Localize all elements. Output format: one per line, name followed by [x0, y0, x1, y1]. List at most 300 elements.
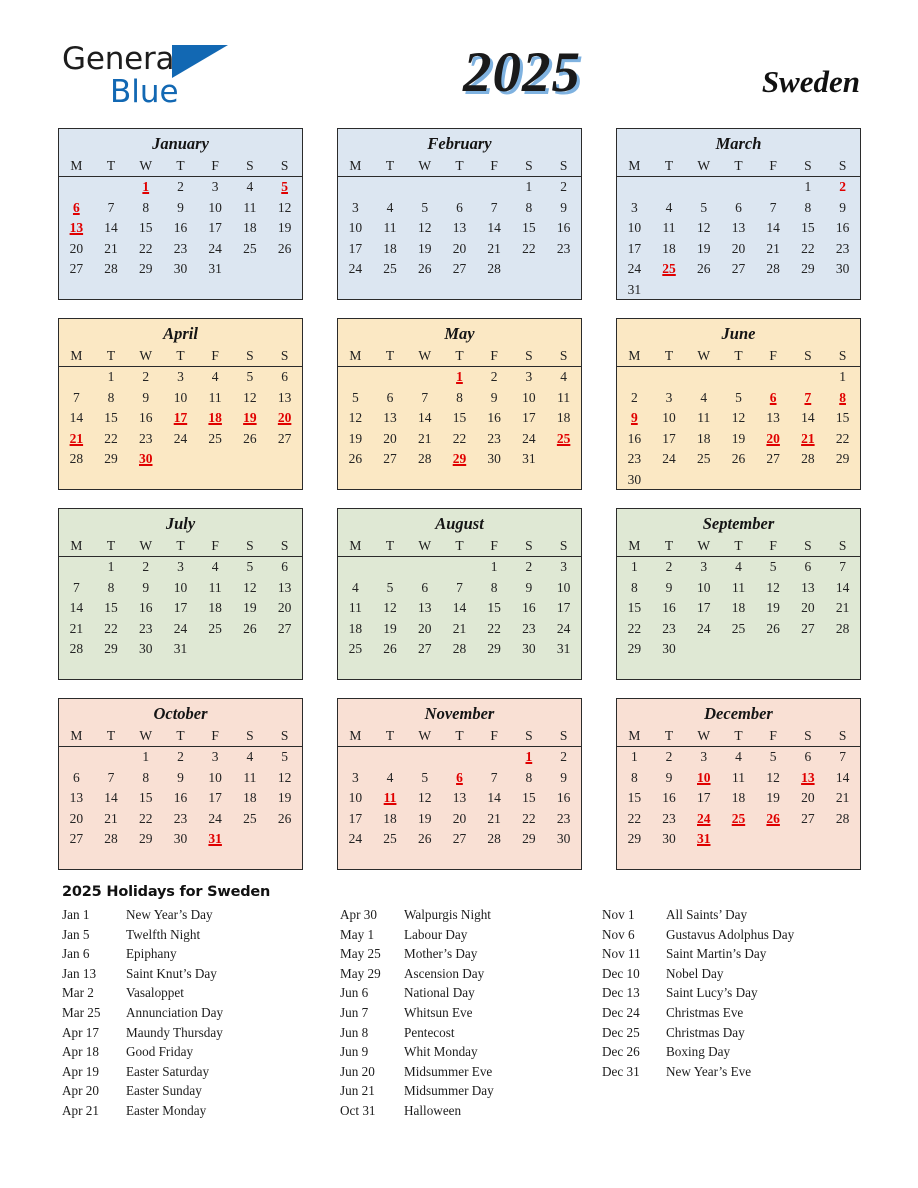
day-cell[interactable]: 29 — [452, 451, 467, 467]
day-cell[interactable]: 25 — [208, 620, 222, 636]
day-cell[interactable]: 3 — [525, 369, 533, 385]
day-cell[interactable]: 13 — [69, 220, 84, 236]
day-cell[interactable]: 16 — [662, 790, 676, 806]
day-cell[interactable]: 27 — [731, 261, 746, 277]
day-cell[interactable]: 2 — [177, 749, 184, 765]
day-cell[interactable]: 10 — [348, 790, 363, 806]
day-cell[interactable]: 21 — [487, 810, 501, 826]
day-cell[interactable]: 20 — [69, 810, 84, 826]
day-cell[interactable]: 6 — [72, 769, 80, 785]
day-cell[interactable]: 6 — [72, 199, 80, 215]
day-cell[interactable]: 26 — [766, 620, 780, 636]
day-cell[interactable]: 23 — [556, 810, 571, 826]
day-cell[interactable]: 2 — [142, 369, 150, 385]
day-cell[interactable]: 26 — [697, 261, 711, 277]
day-cell[interactable]: 22 — [522, 240, 536, 256]
day-cell[interactable]: 10 — [208, 769, 222, 785]
day-cell[interactable]: 21 — [766, 240, 780, 256]
day-cell[interactable]: 5 — [246, 369, 254, 385]
day-cell[interactable]: 13 — [452, 790, 467, 806]
day-cell[interactable]: 1 — [804, 179, 812, 195]
day-cell[interactable]: 16 — [556, 220, 571, 236]
day-cell[interactable]: 21 — [835, 790, 850, 806]
day-cell[interactable]: 8 — [490, 579, 498, 595]
day-cell[interactable]: 3 — [700, 559, 708, 575]
day-cell[interactable]: 18 — [208, 600, 222, 616]
day-cell[interactable]: 4 — [735, 559, 742, 575]
day-cell[interactable]: 28 — [766, 261, 780, 277]
day-cell[interactable]: 18 — [697, 430, 711, 446]
day-cell[interactable]: 22 — [801, 240, 815, 256]
day-cell[interactable]: 25 — [383, 831, 397, 847]
day-cell[interactable]: 4 — [560, 369, 567, 385]
day-cell[interactable]: 18 — [662, 240, 676, 256]
day-cell[interactable]: 9 — [177, 199, 184, 215]
day-cell[interactable]: 30 — [662, 831, 676, 847]
day-cell[interactable]: 26 — [348, 451, 363, 467]
day-cell[interactable]: 22 — [139, 240, 153, 256]
day-cell[interactable]: 9 — [142, 579, 150, 595]
day-cell[interactable]: 15 — [627, 600, 642, 616]
day-cell[interactable]: 3 — [351, 199, 359, 215]
day-cell[interactable]: 14 — [418, 410, 432, 426]
day-cell[interactable]: 29 — [801, 261, 815, 277]
day-cell[interactable]: 9 — [839, 199, 846, 215]
day-cell[interactable]: 5 — [700, 199, 708, 215]
day-cell[interactable]: 21 — [835, 600, 850, 616]
day-cell[interactable]: 6 — [456, 199, 463, 215]
day-cell[interactable]: 5 — [769, 749, 777, 765]
day-cell[interactable]: 2 — [665, 559, 673, 575]
day-cell[interactable]: 6 — [386, 389, 394, 405]
day-cell[interactable]: 18 — [208, 410, 222, 426]
day-cell[interactable]: 9 — [665, 769, 673, 785]
day-cell[interactable]: 28 — [835, 620, 850, 636]
day-cell[interactable]: 2 — [177, 179, 184, 195]
day-cell[interactable]: 20 — [801, 790, 815, 806]
day-cell[interactable]: 31 — [556, 641, 571, 657]
day-cell[interactable]: 11 — [348, 600, 362, 616]
day-cell[interactable]: 2 — [560, 749, 567, 765]
day-cell[interactable]: 1 — [525, 749, 533, 765]
day-cell[interactable]: 31 — [522, 451, 536, 467]
day-cell[interactable]: 24 — [173, 430, 188, 446]
day-cell[interactable]: 4 — [735, 749, 742, 765]
day-cell[interactable]: 28 — [487, 831, 501, 847]
day-cell[interactable]: 27 — [383, 451, 397, 467]
day-cell[interactable]: 14 — [104, 220, 118, 236]
day-cell[interactable]: 13 — [418, 600, 432, 616]
day-cell[interactable]: 25 — [208, 430, 222, 446]
day-cell[interactable]: 20 — [731, 240, 746, 256]
day-cell[interactable]: 5 — [421, 199, 429, 215]
day-cell[interactable]: 24 — [697, 810, 711, 826]
day-cell[interactable]: 30 — [139, 451, 153, 467]
day-cell[interactable]: 23 — [173, 240, 188, 256]
day-cell[interactable]: 11 — [662, 220, 676, 236]
day-cell[interactable]: 26 — [243, 430, 257, 446]
day-cell[interactable]: 19 — [243, 410, 257, 426]
day-cell[interactable]: 24 — [627, 261, 642, 277]
day-cell[interactable]: 20 — [277, 410, 292, 426]
day-cell[interactable]: 5 — [351, 389, 359, 405]
day-cell[interactable]: 23 — [487, 430, 501, 446]
day-cell[interactable]: 1 — [107, 369, 115, 385]
day-cell[interactable]: 29 — [522, 831, 536, 847]
day-cell[interactable]: 17 — [697, 790, 711, 806]
day-cell[interactable]: 10 — [173, 389, 188, 405]
day-cell[interactable]: 14 — [487, 220, 501, 236]
day-cell[interactable]: 24 — [348, 261, 363, 277]
day-cell[interactable]: 25 — [697, 451, 711, 467]
day-cell[interactable]: 26 — [243, 620, 257, 636]
day-cell[interactable]: 1 — [839, 369, 846, 385]
day-cell[interactable]: 15 — [104, 410, 118, 426]
day-cell[interactable]: 16 — [139, 600, 153, 616]
day-cell[interactable]: 14 — [766, 220, 780, 236]
day-cell[interactable]: 18 — [383, 240, 397, 256]
day-cell[interactable]: 17 — [173, 410, 188, 426]
day-cell[interactable]: 23 — [627, 451, 642, 467]
day-cell[interactable]: 3 — [560, 559, 567, 575]
day-cell[interactable]: 21 — [104, 240, 118, 256]
day-cell[interactable]: 7 — [72, 389, 80, 405]
day-cell[interactable]: 13 — [69, 790, 84, 806]
day-cell[interactable]: 27 — [277, 620, 292, 636]
day-cell[interactable]: 27 — [766, 451, 780, 467]
day-cell[interactable]: 26 — [418, 261, 432, 277]
day-cell[interactable]: 21 — [487, 240, 501, 256]
day-cell[interactable]: 28 — [801, 451, 815, 467]
day-cell[interactable]: 28 — [104, 831, 118, 847]
day-cell[interactable]: 4 — [665, 199, 673, 215]
day-cell[interactable]: 31 — [627, 281, 642, 297]
day-cell[interactable]: 25 — [731, 810, 746, 826]
day-cell[interactable]: 31 — [697, 831, 711, 847]
day-cell[interactable]: 8 — [630, 579, 638, 595]
day-cell[interactable]: 20 — [383, 430, 397, 446]
day-cell[interactable]: 12 — [731, 410, 746, 426]
day-cell[interactable]: 27 — [801, 620, 815, 636]
day-cell[interactable]: 19 — [348, 430, 363, 446]
day-cell[interactable]: 16 — [556, 790, 571, 806]
day-cell[interactable]: 7 — [107, 769, 115, 785]
day-cell[interactable]: 17 — [173, 600, 188, 616]
day-cell[interactable]: 6 — [804, 749, 812, 765]
day-cell[interactable]: 17 — [348, 240, 363, 256]
day-cell[interactable]: 30 — [139, 641, 153, 657]
day-cell[interactable]: 8 — [839, 389, 846, 405]
day-cell[interactable]: 28 — [835, 810, 850, 826]
day-cell[interactable]: 13 — [766, 410, 780, 426]
day-cell[interactable]: 20 — [452, 810, 467, 826]
day-cell[interactable]: 10 — [348, 220, 363, 236]
day-cell[interactable]: 13 — [277, 579, 292, 595]
day-cell[interactable]: 18 — [731, 790, 746, 806]
day-cell[interactable]: 11 — [557, 389, 571, 405]
day-cell[interactable]: 23 — [139, 430, 153, 446]
day-cell[interactable]: 8 — [804, 199, 812, 215]
day-cell[interactable]: 29 — [104, 451, 118, 467]
day-cell[interactable]: 28 — [418, 451, 432, 467]
day-cell[interactable]: 30 — [487, 451, 501, 467]
day-cell[interactable]: 28 — [487, 261, 501, 277]
day-cell[interactable]: 11 — [208, 579, 222, 595]
day-cell[interactable]: 17 — [556, 600, 571, 616]
day-cell[interactable]: 25 — [243, 240, 257, 256]
day-cell[interactable]: 7 — [72, 579, 80, 595]
day-cell[interactable]: 31 — [173, 641, 188, 657]
day-cell[interactable]: 15 — [139, 790, 153, 806]
day-cell[interactable]: 8 — [525, 199, 533, 215]
day-cell[interactable]: 7 — [107, 199, 115, 215]
day-cell[interactable]: 6 — [281, 369, 288, 385]
day-cell[interactable]: 17 — [627, 240, 642, 256]
day-cell[interactable]: 23 — [835, 240, 850, 256]
day-cell[interactable]: 12 — [766, 579, 780, 595]
day-cell[interactable]: 9 — [142, 389, 150, 405]
day-cell[interactable]: 3 — [665, 389, 673, 405]
day-cell[interactable]: 22 — [104, 620, 118, 636]
day-cell[interactable]: 7 — [804, 389, 812, 405]
day-cell[interactable]: 3 — [177, 559, 184, 575]
day-cell[interactable]: 5 — [735, 389, 742, 405]
day-cell[interactable]: 16 — [173, 790, 188, 806]
day-cell[interactable]: 26 — [277, 240, 292, 256]
day-cell[interactable]: 14 — [69, 410, 84, 426]
day-cell[interactable]: 6 — [421, 579, 429, 595]
day-cell[interactable]: 4 — [211, 369, 219, 385]
day-cell[interactable]: 26 — [418, 831, 432, 847]
day-cell[interactable]: 7 — [839, 749, 846, 765]
day-cell[interactable]: 1 — [142, 179, 150, 195]
day-cell[interactable]: 8 — [525, 769, 533, 785]
day-cell[interactable]: 21 — [801, 430, 815, 446]
day-cell[interactable]: 22 — [487, 620, 501, 636]
day-cell[interactable]: 19 — [418, 240, 432, 256]
day-cell[interactable]: 25 — [731, 620, 746, 636]
day-cell[interactable]: 20 — [801, 600, 815, 616]
day-cell[interactable]: 10 — [627, 220, 642, 236]
day-cell[interactable]: 12 — [766, 769, 780, 785]
day-cell[interactable]: 16 — [487, 410, 501, 426]
day-cell[interactable]: 2 — [490, 369, 498, 385]
day-cell[interactable]: 10 — [556, 579, 571, 595]
day-cell[interactable]: 14 — [487, 790, 501, 806]
day-cell[interactable]: 15 — [522, 790, 536, 806]
day-cell[interactable]: 28 — [69, 451, 84, 467]
day-cell[interactable]: 13 — [277, 389, 292, 405]
day-cell[interactable]: 27 — [277, 430, 292, 446]
day-cell[interactable]: 14 — [69, 600, 84, 616]
day-cell[interactable]: 6 — [281, 559, 288, 575]
day-cell[interactable]: 15 — [627, 790, 642, 806]
day-cell[interactable]: 12 — [418, 790, 432, 806]
day-cell[interactable]: 11 — [731, 769, 745, 785]
day-cell[interactable]: 22 — [452, 430, 467, 446]
day-cell[interactable]: 15 — [487, 600, 501, 616]
day-cell[interactable]: 30 — [173, 831, 188, 847]
day-cell[interactable]: 31 — [208, 261, 222, 277]
day-cell[interactable]: 28 — [452, 641, 467, 657]
day-cell[interactable]: 3 — [630, 199, 638, 215]
day-cell[interactable]: 3 — [211, 179, 219, 195]
day-cell[interactable]: 22 — [835, 430, 850, 446]
day-cell[interactable]: 6 — [769, 389, 777, 405]
day-cell[interactable]: 4 — [211, 559, 219, 575]
day-cell[interactable]: 8 — [630, 769, 638, 785]
day-cell[interactable]: 21 — [104, 810, 118, 826]
day-cell[interactable]: 19 — [731, 430, 746, 446]
day-cell[interactable]: 23 — [173, 810, 188, 826]
day-cell[interactable]: 16 — [627, 430, 642, 446]
day-cell[interactable]: 12 — [277, 769, 292, 785]
day-cell[interactable]: 13 — [452, 220, 467, 236]
day-cell[interactable]: 12 — [348, 410, 363, 426]
day-cell[interactable]: 5 — [281, 179, 288, 195]
day-cell[interactable]: 1 — [456, 369, 463, 385]
day-cell[interactable]: 7 — [769, 199, 777, 215]
day-cell[interactable]: 7 — [839, 559, 846, 575]
day-cell[interactable]: 2 — [630, 389, 638, 405]
day-cell[interactable]: 8 — [107, 389, 115, 405]
day-cell[interactable]: 29 — [139, 261, 153, 277]
day-cell[interactable]: 9 — [560, 769, 567, 785]
day-cell[interactable]: 27 — [801, 810, 815, 826]
day-cell[interactable]: 2 — [142, 559, 150, 575]
day-cell[interactable]: 5 — [246, 559, 254, 575]
day-cell[interactable]: 12 — [243, 389, 257, 405]
day-cell[interactable]: 20 — [69, 240, 84, 256]
day-cell[interactable]: 3 — [177, 369, 184, 385]
day-cell[interactable]: 14 — [104, 790, 118, 806]
day-cell[interactable]: 23 — [556, 240, 571, 256]
day-cell[interactable]: 15 — [835, 410, 850, 426]
day-cell[interactable]: 7 — [490, 199, 498, 215]
day-cell[interactable]: 18 — [383, 810, 397, 826]
day-cell[interactable]: 9 — [177, 769, 184, 785]
day-cell[interactable]: 11 — [243, 769, 257, 785]
day-cell[interactable]: 3 — [211, 749, 219, 765]
day-cell[interactable]: 15 — [452, 410, 467, 426]
day-cell[interactable]: 12 — [383, 600, 397, 616]
day-cell[interactable]: 30 — [556, 831, 571, 847]
day-cell[interactable]: 29 — [139, 831, 153, 847]
day-cell[interactable]: 30 — [627, 471, 642, 487]
day-cell[interactable]: 3 — [700, 749, 708, 765]
day-cell[interactable]: 9 — [490, 389, 498, 405]
day-cell[interactable]: 29 — [835, 451, 850, 467]
day-cell[interactable]: 18 — [243, 790, 257, 806]
day-cell[interactable]: 8 — [456, 389, 463, 405]
day-cell[interactable]: 17 — [208, 220, 222, 236]
day-cell[interactable]: 24 — [522, 430, 536, 446]
day-cell[interactable]: 9 — [630, 410, 638, 426]
day-cell[interactable]: 16 — [139, 410, 153, 426]
day-cell[interactable]: 7 — [490, 769, 498, 785]
day-cell[interactable]: 11 — [731, 579, 745, 595]
day-cell[interactable]: 4 — [246, 179, 254, 195]
day-cell[interactable]: 13 — [801, 769, 815, 785]
day-cell[interactable]: 21 — [69, 620, 84, 636]
day-cell[interactable]: 19 — [766, 790, 780, 806]
day-cell[interactable]: 2 — [839, 179, 846, 195]
day-cell[interactable]: 1 — [630, 559, 638, 575]
day-cell[interactable]: 25 — [348, 641, 363, 657]
day-cell[interactable]: 12 — [243, 579, 257, 595]
day-cell[interactable]: 22 — [104, 430, 118, 446]
day-cell[interactable]: 23 — [662, 620, 676, 636]
day-cell[interactable]: 18 — [348, 620, 363, 636]
day-cell[interactable]: 24 — [208, 240, 222, 256]
day-cell[interactable]: 9 — [560, 199, 567, 215]
day-cell[interactable]: 20 — [452, 240, 467, 256]
day-cell[interactable]: 25 — [383, 261, 397, 277]
day-cell[interactable]: 17 — [208, 790, 222, 806]
day-cell[interactable]: 30 — [522, 641, 536, 657]
day-cell[interactable]: 15 — [801, 220, 815, 236]
day-cell[interactable]: 19 — [697, 240, 711, 256]
day-cell[interactable]: 19 — [243, 600, 257, 616]
day-cell[interactable]: 29 — [627, 831, 642, 847]
day-cell[interactable]: 19 — [766, 600, 780, 616]
day-cell[interactable]: 10 — [173, 579, 188, 595]
day-cell[interactable]: 1 — [630, 749, 638, 765]
day-cell[interactable]: 26 — [731, 451, 746, 467]
day-cell[interactable]: 13 — [801, 579, 815, 595]
day-cell[interactable]: 5 — [421, 769, 429, 785]
day-cell[interactable]: 17 — [348, 810, 363, 826]
day-cell[interactable]: 24 — [556, 620, 571, 636]
day-cell[interactable]: 1 — [107, 559, 115, 575]
day-cell[interactable]: 13 — [731, 220, 746, 236]
day-cell[interactable]: 7 — [456, 579, 463, 595]
day-cell[interactable]: 15 — [522, 220, 536, 236]
day-cell[interactable]: 30 — [662, 641, 676, 657]
day-cell[interactable]: 26 — [383, 641, 397, 657]
day-cell[interactable]: 28 — [69, 641, 84, 657]
day-cell[interactable]: 27 — [452, 261, 467, 277]
day-cell[interactable]: 16 — [835, 220, 850, 236]
day-cell[interactable]: 31 — [208, 831, 222, 847]
day-cell[interactable]: 27 — [69, 831, 84, 847]
day-cell[interactable]: 23 — [662, 810, 676, 826]
day-cell[interactable]: 27 — [418, 641, 432, 657]
day-cell[interactable]: 5 — [281, 749, 288, 765]
day-cell[interactable]: 2 — [525, 559, 533, 575]
day-cell[interactable]: 10 — [697, 769, 711, 785]
day-cell[interactable]: 29 — [487, 641, 501, 657]
day-cell[interactable]: 24 — [208, 810, 222, 826]
day-cell[interactable]: 7 — [421, 389, 429, 405]
day-cell[interactable]: 18 — [556, 410, 571, 426]
day-cell[interactable]: 16 — [662, 600, 676, 616]
day-cell[interactable]: 18 — [731, 600, 746, 616]
day-cell[interactable]: 24 — [348, 831, 363, 847]
day-cell[interactable]: 17 — [697, 600, 711, 616]
day-cell[interactable]: 4 — [386, 199, 394, 215]
day-cell[interactable]: 3 — [351, 769, 359, 785]
day-cell[interactable]: 26 — [766, 810, 780, 826]
day-cell[interactable]: 14 — [452, 600, 467, 616]
day-cell[interactable]: 24 — [662, 451, 676, 467]
day-cell[interactable]: 25 — [662, 261, 676, 277]
day-cell[interactable]: 10 — [522, 389, 536, 405]
day-cell[interactable]: 20 — [766, 430, 780, 446]
day-cell[interactable]: 30 — [835, 261, 850, 277]
day-cell[interactable]: 19 — [418, 810, 432, 826]
day-cell[interactable]: 24 — [697, 620, 711, 636]
